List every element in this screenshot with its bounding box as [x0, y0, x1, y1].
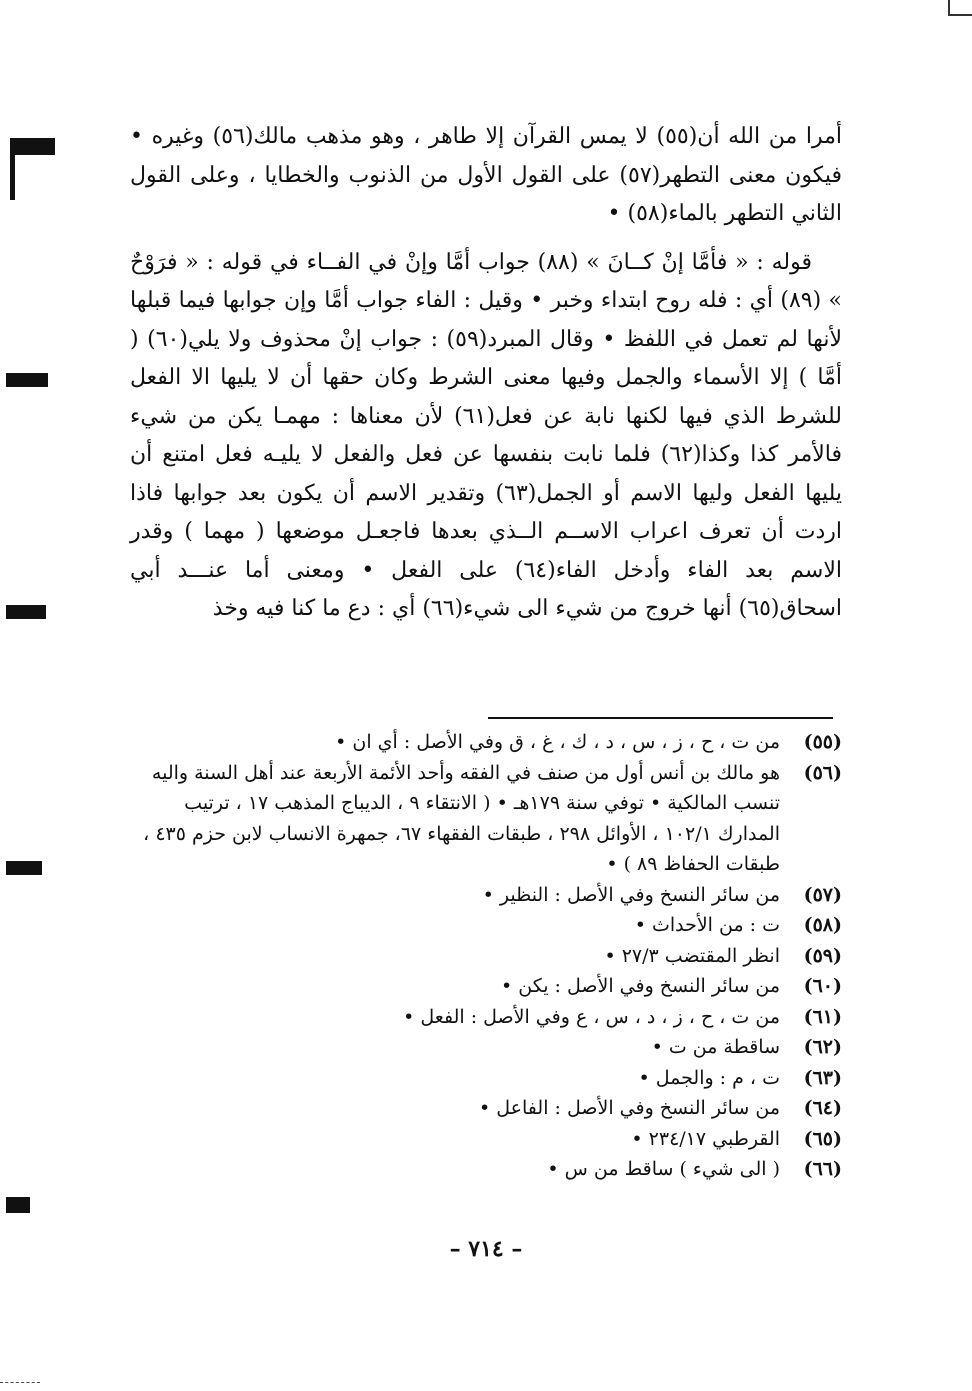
- footnote: [130, 1002, 842, 1033]
- footnote-number: (٦٢): [803, 1036, 842, 1058]
- scan-corner-mark: [948, 0, 972, 16]
- footnote-number: (٥٧): [803, 883, 842, 906]
- footnote-number: (٦٤): [803, 1097, 842, 1119]
- footnote-text: ت ، م : والجمل •: [638, 1066, 780, 1089]
- binding-mark: [6, 861, 42, 875]
- footnote-text: القرطبي ٢٣٤/١٧ •: [631, 1127, 780, 1150]
- binding-mark: [6, 1197, 30, 1213]
- footnote-number: (٦٣): [803, 1066, 842, 1089]
- binding-mark: [6, 373, 48, 387]
- footnote: [130, 941, 842, 972]
- footnote-number: (٦٦): [803, 1158, 842, 1180]
- main-text: [130, 118, 842, 629]
- paragraph: أمرا من الله أن(٥٥) لا يمس القرآن إلا طاهر ، وهو مذهب مالك(٥٦) وغيره • فيكون معنى التطهر(٥٧) على القول الأول من الذنوب والخطايا ، وعلى القول الثاني التطهر بالماء(٥٨) •: [130, 124, 843, 226]
- footnote-text: انظر المقتضب ٢٧/٣ •: [604, 944, 780, 967]
- footnote: [130, 758, 842, 880]
- footnote: [130, 880, 842, 911]
- footnote: [130, 1063, 842, 1094]
- footnote-text: من سائر النسخ وفي الأصل : الفاعل •: [479, 1097, 780, 1119]
- page-number: – ٧١٤ –: [449, 1236, 523, 1262]
- footnote-text: من ت ، ح ، ز ، س ، د ، ك ، غ ، ق وفي الأصل : أي ان •: [335, 731, 780, 753]
- footnote-number: (٥٦): [803, 761, 842, 784]
- footnotes: [130, 727, 842, 1185]
- binding-mark: [10, 138, 55, 155]
- footnote: [130, 971, 842, 1002]
- scan-edge-dashes: [0, 1382, 40, 1383]
- footnote-text: هو مالك بن أنس أول من صنف في الفقه وأحد الأئمة الأربعة عند أهل السنة واليه تنسب المالكية • توفي سنة ١٧٩هـ • ( الانتقاء ٩ ، الديباج المذهب ١٧ ، ترتيب المدارك ١٠٢/١ ، الأوائل ٢٩٨ ، طبقات الفقهاء ٦٧، جمهرة الانساب لابن حزم ٤٣٥ ، طبقات الحفاظ ٨٩ ) •: [143, 761, 780, 875]
- footnote: [130, 1154, 842, 1185]
- footnote-separator: [488, 717, 833, 719]
- footnote-text: من ت ، ح ، ز ، د ، س ، ع وفي الأصل : الفعل •: [403, 1005, 780, 1028]
- footnote: [130, 1032, 842, 1063]
- footnote-number: (٦١): [803, 1005, 842, 1028]
- footnote-text: من سائر النسخ وفي الأصل : النظير •: [482, 883, 780, 906]
- footnote-number: (٥٩): [803, 944, 842, 967]
- paragraph: قوله : « فأمَّا إنْ كــانَ » (٨٨) جواب أمَّا وإنْ في الفــاء في قوله : « فرَوْحٌ » (٨٩) أي : فله روح ابتداء وخبر • وقيل : الفاء جواب أمَّا وإن جوابها فيما قبلها لأنها لم تعمل في اللفظ • وقال المبرد(٥٩) : جواب إنْ محذوف ولا يلي(٦٠) ( أمَّا ) إلا الأسماء والجمل وفيها معنى الشرط وكان حقها أن لا يليها الا الفعل للشرط الذي فيها لكنها نابة عن فعل(٦١) لأن معناها : مهمـا يكن من شيء فالأمر كذا وكذا(٦٢) فلما نابت بنفسها عن فعل والفعل لا يليـه فعل امتنع أن يليها الفعل وليها الاسم أو الجمل(٦٣) وتقدير الاسم أن يكون بعد جوابها فاذا اردت أن تعرف اعراب الاســم الــذي بعدها فاجعـل موضعها ( مهما ) وقدر الاسم بعد الفاء وأدخل الفاء(٦٤) على الفعل • ومعنى أما عنـــد أبي اسحاق(٦٥) أنها خروج من شيء الى شيء(٦٦) أي : دع ما كنا فيه وخذ: [130, 249, 843, 621]
- footnote-number: (٥٥): [803, 731, 842, 753]
- footnote-text: من سائر النسخ وفي الأصل : يكن •: [501, 975, 780, 997]
- footnote: [130, 727, 842, 758]
- footnote: [130, 1093, 842, 1124]
- footnote-number: (٦٠): [803, 975, 842, 997]
- binding-mark: [6, 605, 46, 619]
- binding-mark: [10, 138, 15, 200]
- footnote: [130, 910, 842, 941]
- footnote-number: (٦٥): [803, 1127, 842, 1150]
- page-number-line: [0, 1236, 972, 1262]
- footnote-text: ساقطة من ت •: [651, 1036, 780, 1058]
- footnote: [130, 1124, 842, 1155]
- footnote-number: (٥٨): [803, 914, 842, 936]
- footnote-text: ت : من الأحداث •: [634, 914, 780, 936]
- footnote-text: ( الى شيء ) ساقط من س •: [547, 1158, 780, 1180]
